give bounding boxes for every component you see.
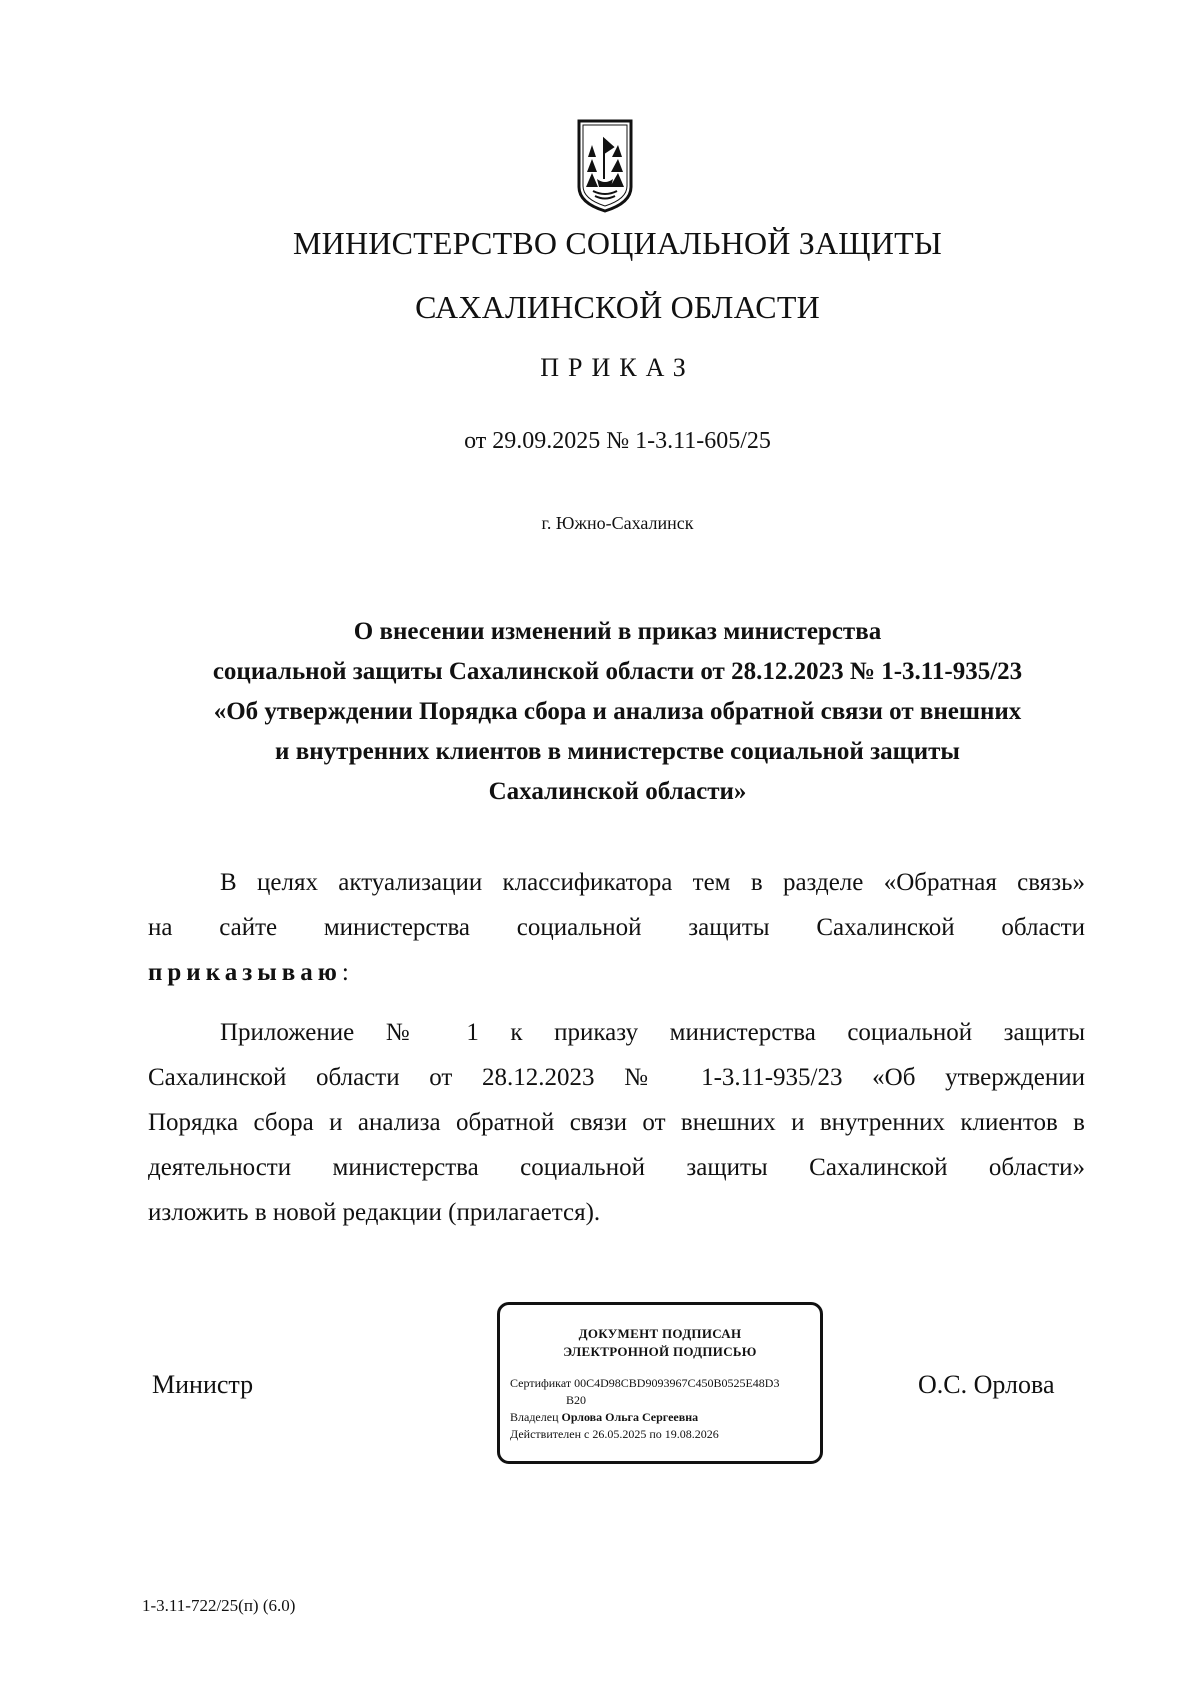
stamp-title-line: ЭЛЕКТРОННОЙ ПОДПИСЬЮ [563,1344,757,1359]
stamp-title-line: ДОКУМЕНТ ПОДПИСАН [578,1326,742,1341]
body-line: Приложение № 1 к приказу министерства социальной защиты [220,1019,1085,1046]
order-word: приказываю [148,959,342,986]
document-city: г. Южно-Сахалинск [541,513,694,533]
subject-line: О внесении изменений в приказ министерства [353,618,882,645]
order-paragraph [148,1010,1085,1235]
body-line: деятельности министерства социальной защиты Сахалинской области» [148,1154,1085,1181]
ministry-name-line1: МИНИСТЕРСТВО СОЦИАЛЬНОЙ ЗАЩИТЫ [293,225,942,261]
stamp-cert-value-cont: B20 [566,1393,587,1407]
stamp-title [500,1325,820,1361]
stamp-validity: Действителен с 26.05.2025 по 19.08.2026 [510,1427,719,1441]
stamp-cert-value: 00C4D98CBD9093967C450B0525E48D3 [574,1376,780,1390]
stamp-owner-label: Владелец [510,1410,559,1424]
document-type: ПРИКАЗ [540,353,695,382]
subject-line: социальной защиты Сахалинской области от 28.12.2023 № 1-3.11-935/23 [212,658,1023,685]
body-line: на сайте министерства социальной защиты Сахалинской области [148,914,1085,941]
signer-title: Министр [152,1370,254,1399]
document-date-number: от 29.09.2025 № 1-3.11-605/25 [464,428,771,454]
subject-line: и внутренних клиентов в министерстве социальной защиты [275,738,960,765]
body-line: В целях актуализации классификатора тем в разделе «Обратная связь» [220,869,1085,896]
order-colon: : [341,959,349,986]
signer-name: О.С. Орлова [918,1370,1055,1399]
coat-of-arms-icon [575,117,635,213]
electronic-signature-stamp [497,1302,823,1464]
subject-line: «Об утверждении Порядка сбора и анализа обратной связи от внешних [213,698,1022,725]
stamp-certificate-cont [500,1392,820,1409]
stamp-owner [500,1409,820,1426]
body-line: Порядка сбора и анализа обратной связи от внешних и внутренних клиентов в [148,1109,1085,1136]
footer-registration-code: 1-3.11-722/25(п) (6.0) [142,1596,296,1615]
order-subject [150,612,1085,812]
subject-line: Сахалинской области» [488,778,747,805]
stamp-certificate [500,1375,820,1392]
stamp-cert-label: Сертификат [510,1376,572,1390]
body-line: изложить в новой редакции (прилагается). [148,1199,601,1226]
body-line: Сахалинской области от 28.12.2023 № 1-3.11-935/23 «Об утверждении [148,1064,1085,1091]
ministry-name-line2: САХАЛИНСКОЙ ОБЛАСТИ [415,289,820,325]
order-word-line [148,950,1085,995]
stamp-owner-value: Орлова Ольга Сергеевна [561,1410,699,1424]
preamble-paragraph [148,860,1085,995]
